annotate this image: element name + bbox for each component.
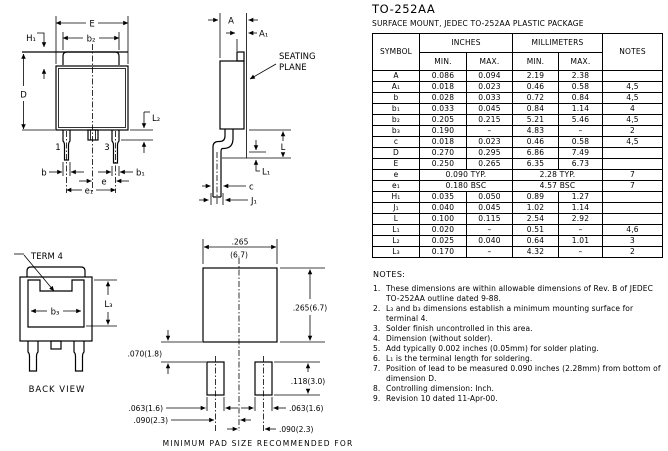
dim-label-pad-height: .265(6.7): [292, 303, 328, 313]
table-cell: 0.295: [467, 148, 513, 159]
table-cell: 0.51: [513, 225, 559, 236]
table-cell: 0.018: [420, 137, 467, 148]
table-row: [373, 137, 663, 148]
dim-label-e: e: [101, 177, 107, 188]
table-row: [373, 225, 663, 236]
table-cell: 1.01: [559, 236, 603, 247]
pin3-label: 3: [104, 143, 110, 153]
table-cell: 0.58: [559, 137, 603, 148]
table-cell: –: [467, 247, 513, 258]
right-panel: [372, 2, 666, 404]
note-item: [373, 364, 666, 384]
table-cell: 1.14: [559, 203, 603, 214]
table-cell: 0.270: [420, 148, 467, 159]
table-row: [373, 148, 663, 159]
table-cell: 5.46: [559, 115, 603, 126]
table-row: [373, 115, 663, 126]
dim-label-b3: b₃: [50, 307, 60, 318]
table-cell: 0.72: [513, 93, 559, 104]
note-item: [373, 354, 666, 364]
table-row: [373, 71, 663, 82]
table-cell: 0.086: [420, 71, 467, 82]
col-header-inches: INCHES: [420, 34, 513, 53]
table-cell: 0.215: [467, 115, 513, 126]
table-cell: 0.84: [513, 104, 559, 115]
table-cell: 0.89: [513, 192, 559, 203]
table-cell: 1.27: [559, 192, 603, 203]
table-cell: L₂: [373, 236, 420, 247]
notes-heading: NOTES:: [373, 270, 406, 279]
table-cell: A₁: [373, 82, 420, 93]
table-cell: 0.84: [559, 93, 603, 104]
table-cell: 0.028: [420, 93, 467, 104]
back-view-caption: BACK VIEW: [28, 385, 86, 395]
table-cell: 2.54: [513, 214, 559, 225]
dim-label-small-pad-width-right: .063(1.6): [289, 404, 324, 413]
table-cell: 0.100: [420, 214, 467, 225]
table-row: [373, 214, 663, 225]
table-cell: [603, 214, 663, 225]
table-cell: 0.020: [420, 225, 467, 236]
dim-label-small-pad-width-left: .063(1.6): [128, 404, 163, 413]
table-cell: L: [373, 214, 420, 225]
table-cell: 4,5: [603, 82, 663, 93]
seating-plane-label: PLANE: [279, 63, 307, 73]
table-cell: 7: [603, 181, 663, 192]
note-item: [373, 394, 666, 404]
table-cell: 0.045: [467, 203, 513, 214]
note-item: [373, 304, 666, 324]
table-row: [373, 192, 663, 203]
table-cell: L₁: [373, 225, 420, 236]
table-cell: b: [373, 93, 420, 104]
table-row: [373, 236, 663, 247]
table-row: [373, 159, 663, 170]
table-cell: D: [373, 148, 420, 159]
table-cell: 0.094: [467, 71, 513, 82]
page-subtitle: SURFACE MOUNT, JEDEC TO-252AA PLASTIC PACKAGE: [372, 19, 584, 28]
table-cell: 5.21: [513, 115, 559, 126]
table-cell: 0.045: [467, 104, 513, 115]
back-view: [14, 252, 117, 395]
table-cell: 4,6: [603, 225, 663, 236]
dim-label-L: L: [280, 143, 286, 153]
table-row: [373, 104, 663, 115]
table-cell: 0.025: [420, 236, 467, 247]
dimensions-table-body: [373, 71, 663, 258]
table-cell: L₃: [373, 247, 420, 258]
table-cell: 0.018: [420, 82, 467, 93]
dim-label-pitch-left: .090(2.3): [133, 416, 168, 425]
table-cell: 0.180 BSC: [420, 181, 513, 192]
col-header-notes: NOTES: [603, 34, 663, 71]
note-text: Revision 10 dated 11-Apr-00.: [386, 394, 498, 403]
table-cell: 4,5: [603, 93, 663, 104]
table-cell: e₁: [373, 181, 420, 192]
table-cell: 0.190: [420, 126, 467, 137]
dim-label-D: D: [20, 90, 27, 101]
table-row: [373, 170, 663, 181]
table-cell: b₃: [373, 126, 420, 137]
table-cell: [603, 71, 663, 82]
table-cell: 1.14: [559, 104, 603, 115]
col-header-mm-min: MIN.: [513, 53, 559, 71]
page-title: TO-252AA: [372, 2, 436, 16]
table-cell: 6.35: [513, 159, 559, 170]
note-text: L₃ and b₃ dimensions establish a minimum mounting surface for terminal 4.: [386, 304, 634, 323]
table-cell: 0.46: [513, 82, 559, 93]
table-cell: 0.46: [513, 137, 559, 148]
table-header-row: [373, 34, 663, 53]
dim-label-J1: J₁: [251, 196, 257, 207]
table-cell: 2.19: [513, 71, 559, 82]
dim-label-A1: A₁: [259, 29, 269, 40]
pin1-label: 1: [55, 143, 61, 153]
table-cell: 0.035: [420, 192, 467, 203]
dim-label-b2: b₂: [86, 34, 96, 45]
dim-label-L3: L₃: [104, 300, 113, 310]
table-cell: 2: [603, 247, 663, 258]
table-cell: 1.02: [513, 203, 559, 214]
table-row: [373, 93, 663, 104]
col-header-inches-min: MIN.: [420, 53, 467, 71]
table-cell: –: [467, 126, 513, 137]
table-row: [373, 181, 663, 192]
table-cell: [603, 148, 663, 159]
table-row: [373, 247, 663, 258]
dim-label-H1: H₁: [26, 34, 36, 44]
note-number: 9.: [373, 394, 381, 403]
table-cell: E: [373, 159, 420, 170]
table-cell: 0.64: [513, 236, 559, 247]
dim-label-E: E: [89, 19, 95, 30]
table-cell: b₂: [373, 115, 420, 126]
seating-plane-label: SEATING: [279, 52, 316, 62]
table-cell: –: [559, 126, 603, 137]
table-cell: 4.32: [513, 247, 559, 258]
note-text: Dimension (without solder).: [386, 334, 493, 343]
dim-label-small-pad-height: .118(3.0): [290, 377, 326, 386]
table-cell: 2.92: [559, 214, 603, 225]
table-cell: 4: [603, 104, 663, 115]
dim-label-b1: b₁: [136, 168, 145, 179]
table-cell: 0.023: [467, 137, 513, 148]
table-row: [373, 82, 663, 93]
note-item: [373, 284, 666, 304]
table-row: [373, 203, 663, 214]
dim-label-pad-width-mm: (6.7): [230, 250, 248, 260]
note-text: L₁ is the terminal length for soldering.: [386, 354, 533, 363]
dim-label-A: A: [228, 16, 234, 27]
note-item: [373, 324, 666, 334]
table-cell: 4,5: [603, 115, 663, 126]
note-number: 6.: [373, 354, 381, 363]
table-cell: [603, 203, 663, 214]
table-cell: 0.250: [420, 159, 467, 170]
note-number: 5.: [373, 344, 381, 353]
note-item: [373, 344, 666, 354]
table-cell: 3: [603, 236, 663, 247]
pad-layout-caption: MINIMUM PAD SIZE RECOMMENDED FOR: [162, 439, 354, 448]
table-cell: [603, 159, 663, 170]
note-number: 3.: [373, 324, 381, 333]
dim-label-pad-gap: .070(1.8): [127, 349, 162, 359]
note-number: 4.: [373, 334, 381, 343]
table-cell: A: [373, 71, 420, 82]
notes-list: [372, 284, 666, 404]
table-cell: 6.73: [559, 159, 603, 170]
table-cell: –: [559, 247, 603, 258]
table-cell: –: [559, 225, 603, 236]
dim-label-L1: L₁: [262, 167, 271, 178]
side-view: [199, 13, 316, 207]
table-cell: 0.040: [420, 203, 467, 214]
dimensions-table: [372, 33, 663, 258]
note-text: Controlling dimension: Inch.: [386, 384, 494, 393]
table-cell: 6.86: [513, 148, 559, 159]
dim-label-pitch-right: .090(2.3): [279, 425, 314, 434]
table-cell: 2.38: [559, 71, 603, 82]
dim-label-e1: e₁: [84, 186, 94, 197]
col-header-mm-max: MAX.: [559, 53, 603, 71]
table-cell: 0.265: [467, 159, 513, 170]
note-text: These dimensions are within allowable dimensions of Rev. B of JEDEC TO-252AA outline dated 9-88.: [386, 284, 653, 303]
table-cell: 0.050: [467, 192, 513, 203]
terminal4-label: TERM 4: [31, 252, 63, 262]
dim-label-c: c: [249, 182, 254, 193]
table-cell: 0.040: [467, 236, 513, 247]
table-cell: 0.115: [467, 214, 513, 225]
table-cell: b₁: [373, 104, 420, 115]
table-cell: 0.090 TYP.: [420, 170, 513, 181]
table-cell: 4.83: [513, 126, 559, 137]
dim-label-pad-width-in: .265: [231, 237, 249, 247]
note-number: 2.: [373, 304, 381, 313]
table-cell: 2.28 TYP.: [513, 170, 603, 181]
col-header-millimeters: MILLIMETERS: [513, 34, 603, 53]
table-cell: 4.57 BSC: [513, 181, 603, 192]
table-cell: J₁: [373, 203, 420, 214]
table-cell: [603, 192, 663, 203]
dim-label-L2: L₂: [152, 114, 161, 124]
table-cell: 0.205: [420, 115, 467, 126]
note-number: 7.: [373, 364, 381, 373]
table-cell: 7.49: [559, 148, 603, 159]
table-cell: 0.58: [559, 82, 603, 93]
table-cell: –: [467, 225, 513, 236]
table-cell: c: [373, 137, 420, 148]
col-header-symbol: SYMBOL: [373, 34, 420, 71]
table-cell: 0.023: [467, 82, 513, 93]
table-cell: 7: [603, 170, 663, 181]
note-number: 1.: [373, 284, 381, 293]
pad-layout: [128, 238, 354, 449]
note-item: [373, 384, 666, 394]
table-cell: 0.033: [420, 104, 467, 115]
table-cell: 2: [603, 126, 663, 137]
table-cell: H₁: [373, 192, 420, 203]
note-text: Add typically 0.002 inches (0.05mm) for solder plating.: [386, 344, 599, 353]
table-cell: 0.170: [420, 247, 467, 258]
front-view: [20, 16, 160, 197]
table-cell: e: [373, 170, 420, 181]
table-cell: 0.033: [467, 93, 513, 104]
note-text: Solder finish uncontrolled in this area.: [386, 324, 533, 333]
note-item: [373, 334, 666, 344]
dim-label-b: b: [41, 168, 47, 179]
note-number: 8.: [373, 384, 381, 393]
table-cell: 4,5: [603, 137, 663, 148]
note-text: Position of lead to be measured 0.090 inches (2.28mm) from bottom of dimension D.: [386, 364, 661, 383]
table-row: [373, 126, 663, 137]
col-header-inches-max: MAX.: [467, 53, 513, 71]
